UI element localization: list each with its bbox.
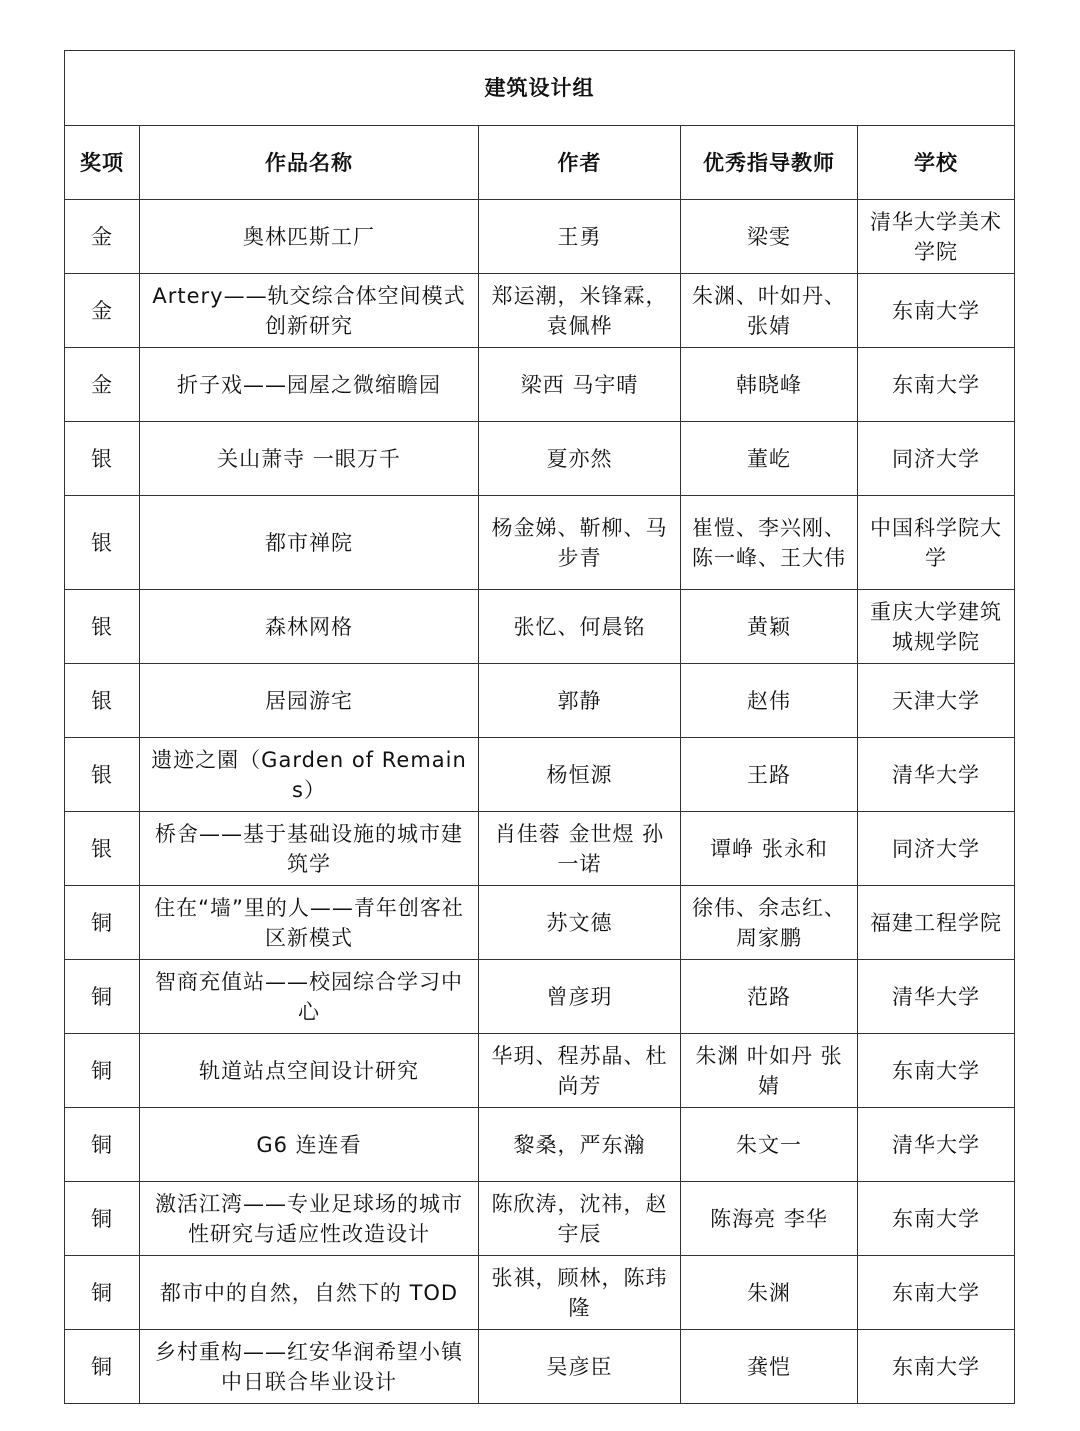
cell-award: 铜 bbox=[65, 1256, 140, 1330]
header-advisors: 优秀指导教师 bbox=[681, 126, 858, 200]
cell-title: 森林网格 bbox=[140, 590, 479, 664]
cell-school: 东南大学 bbox=[858, 274, 1015, 348]
cell-title: 乡村重构——红安华润希望小镇中日联合毕业设计 bbox=[140, 1330, 479, 1404]
table-row bbox=[65, 1182, 1015, 1256]
cell-school: 东南大学 bbox=[858, 1034, 1015, 1108]
table-row bbox=[65, 1256, 1015, 1330]
cell-title: 遗迹之園（Garden of Remains） bbox=[140, 738, 479, 812]
cell-award: 银 bbox=[65, 664, 140, 738]
awards-table bbox=[64, 50, 1015, 1404]
cell-school: 东南大学 bbox=[858, 348, 1015, 422]
cell-award: 金 bbox=[65, 200, 140, 274]
table-row bbox=[65, 886, 1015, 960]
table-row bbox=[65, 960, 1015, 1034]
cell-title: 奥林匹斯工厂 bbox=[140, 200, 479, 274]
cell-award: 铜 bbox=[65, 1034, 140, 1108]
cell-advisors: 龚恺 bbox=[681, 1330, 858, 1404]
cell-authors: 夏亦然 bbox=[479, 422, 681, 496]
cell-advisors: 黄颖 bbox=[681, 590, 858, 664]
cell-title: 关山萧寺 一眼万千 bbox=[140, 422, 479, 496]
table-row bbox=[65, 496, 1015, 590]
cell-school: 福建工程学院 bbox=[858, 886, 1015, 960]
table-row bbox=[65, 348, 1015, 422]
cell-title: 折子戏——园屋之微缩瞻园 bbox=[140, 348, 479, 422]
cell-advisors: 朱渊、叶如丹、张婧 bbox=[681, 274, 858, 348]
cell-school: 清华大学 bbox=[858, 1108, 1015, 1182]
cell-school: 天津大学 bbox=[858, 664, 1015, 738]
cell-advisors: 陈海亮 李华 bbox=[681, 1182, 858, 1256]
cell-title: Artery——轨交综合体空间模式创新研究 bbox=[140, 274, 479, 348]
cell-school: 清华大学 bbox=[858, 960, 1015, 1034]
cell-advisors: 崔愷、李兴刚、陈一峰、王大伟 bbox=[681, 496, 858, 590]
cell-authors: 郭静 bbox=[479, 664, 681, 738]
table-row bbox=[65, 812, 1015, 886]
table-row bbox=[65, 1330, 1015, 1404]
table-row bbox=[65, 1108, 1015, 1182]
table-caption-row bbox=[65, 51, 1015, 126]
cell-authors: 华玥、程苏晶、杜尚芳 bbox=[479, 1034, 681, 1108]
header-school: 学校 bbox=[858, 126, 1015, 200]
cell-award: 金 bbox=[65, 348, 140, 422]
cell-advisors: 赵伟 bbox=[681, 664, 858, 738]
cell-award: 铜 bbox=[65, 960, 140, 1034]
header-title: 作品名称 bbox=[140, 126, 479, 200]
cell-authors: 郑运潮，米锋霖，袁佩桦 bbox=[479, 274, 681, 348]
cell-school: 中国科学院大学 bbox=[858, 496, 1015, 590]
table-row bbox=[65, 274, 1015, 348]
table-row bbox=[65, 200, 1015, 274]
table-caption: 建筑设计组 bbox=[65, 51, 1015, 126]
cell-school: 重庆大学建筑城规学院 bbox=[858, 590, 1015, 664]
cell-authors: 张祺，顾林，陈玮隆 bbox=[479, 1256, 681, 1330]
table-row bbox=[65, 1034, 1015, 1108]
cell-school: 东南大学 bbox=[858, 1182, 1015, 1256]
cell-award: 铜 bbox=[65, 886, 140, 960]
cell-advisors: 梁雯 bbox=[681, 200, 858, 274]
cell-title: 轨道站点空间设计研究 bbox=[140, 1034, 479, 1108]
cell-authors: 黎桑，严东瀚 bbox=[479, 1108, 681, 1182]
cell-authors: 苏文德 bbox=[479, 886, 681, 960]
cell-authors: 杨恒源 bbox=[479, 738, 681, 812]
cell-advisors: 徐伟、余志红、周家鹏 bbox=[681, 886, 858, 960]
cell-title: 桥舍——基于基础设施的城市建筑学 bbox=[140, 812, 479, 886]
cell-school: 东南大学 bbox=[858, 1256, 1015, 1330]
cell-advisors: 范路 bbox=[681, 960, 858, 1034]
cell-award: 铜 bbox=[65, 1330, 140, 1404]
cell-award: 银 bbox=[65, 422, 140, 496]
cell-advisors: 谭峥 张永和 bbox=[681, 812, 858, 886]
cell-title: 都市中的自然，自然下的 TOD bbox=[140, 1256, 479, 1330]
table-header-row bbox=[65, 126, 1015, 200]
cell-school: 清华大学 bbox=[858, 738, 1015, 812]
cell-title: 都市禅院 bbox=[140, 496, 479, 590]
table-row bbox=[65, 590, 1015, 664]
cell-authors: 吴彦臣 bbox=[479, 1330, 681, 1404]
cell-advisors: 朱渊 bbox=[681, 1256, 858, 1330]
cell-authors: 曾彦玥 bbox=[479, 960, 681, 1034]
cell-title: 居园游宅 bbox=[140, 664, 479, 738]
cell-authors: 梁西 马宇晴 bbox=[479, 348, 681, 422]
cell-authors: 杨金娣、靳柳、马步青 bbox=[479, 496, 681, 590]
cell-title: 智商充值站——校园综合学习中心 bbox=[140, 960, 479, 1034]
cell-advisors: 朱渊 叶如丹 张婧 bbox=[681, 1034, 858, 1108]
table-row bbox=[65, 422, 1015, 496]
cell-award: 银 bbox=[65, 590, 140, 664]
cell-school: 东南大学 bbox=[858, 1330, 1015, 1404]
table-row bbox=[65, 664, 1015, 738]
cell-authors: 张忆、何晨铭 bbox=[479, 590, 681, 664]
cell-advisors: 董屹 bbox=[681, 422, 858, 496]
cell-advisors: 韩晓峰 bbox=[681, 348, 858, 422]
header-award: 奖项 bbox=[65, 126, 140, 200]
cell-title: G6 连连看 bbox=[140, 1108, 479, 1182]
cell-authors: 王勇 bbox=[479, 200, 681, 274]
cell-award: 金 bbox=[65, 274, 140, 348]
cell-title: 激活江湾——专业足球场的城市性研究与适应性改造设计 bbox=[140, 1182, 479, 1256]
cell-school: 同济大学 bbox=[858, 812, 1015, 886]
cell-award: 银 bbox=[65, 496, 140, 590]
cell-award: 银 bbox=[65, 738, 140, 812]
cell-advisors: 朱文一 bbox=[681, 1108, 858, 1182]
cell-title: 住在“墙”里的人——青年创客社区新模式 bbox=[140, 886, 479, 960]
header-authors: 作者 bbox=[479, 126, 681, 200]
cell-award: 铜 bbox=[65, 1182, 140, 1256]
cell-award: 铜 bbox=[65, 1108, 140, 1182]
cell-advisors: 王路 bbox=[681, 738, 858, 812]
cell-authors: 肖佳蓉 金世煜 孙一诺 bbox=[479, 812, 681, 886]
cell-school: 清华大学美术学院 bbox=[858, 200, 1015, 274]
cell-award: 银 bbox=[65, 812, 140, 886]
cell-authors: 陈欣涛，沈祎，赵宇辰 bbox=[479, 1182, 681, 1256]
table-row bbox=[65, 738, 1015, 812]
cell-school: 同济大学 bbox=[858, 422, 1015, 496]
